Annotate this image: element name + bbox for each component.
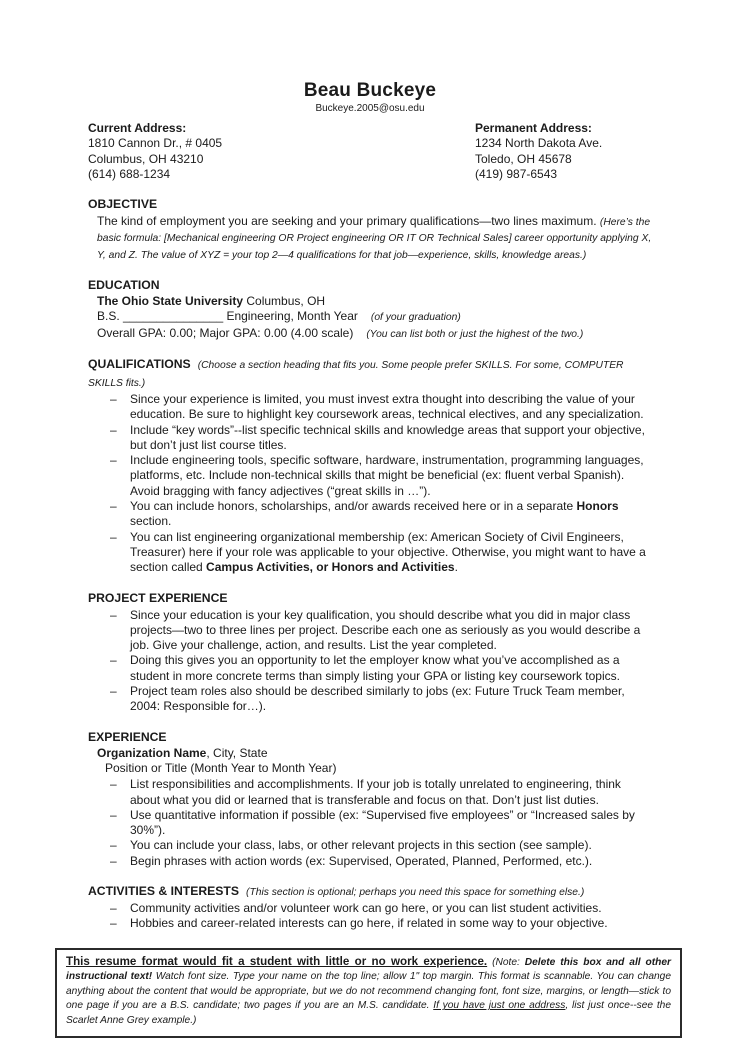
section-project-experience bbox=[88, 589, 652, 715]
address-line: 1234 North Dakota Ave. bbox=[475, 136, 603, 151]
experience-bullet-list bbox=[88, 777, 652, 869]
activities-heading: ACTIVITIES & INTERESTS bbox=[88, 883, 240, 898]
bullet-dash: – bbox=[110, 499, 117, 514]
education-gpa bbox=[97, 326, 652, 342]
bullet-item bbox=[88, 916, 652, 931]
bullet-text: You can include your class, labs, or other relevant projects in this section (see sample). bbox=[130, 838, 592, 853]
activities-bullet-list bbox=[88, 901, 652, 932]
bullet-item bbox=[88, 777, 652, 808]
candidate-name: Beau Buckeye bbox=[303, 80, 437, 101]
bullet-item bbox=[88, 684, 652, 715]
bullet-dash: – bbox=[110, 653, 117, 668]
bullet-text: Project team roles also should be described similarly to jobs (ex: Future Truck Team member, 2004: Responsible for…). bbox=[130, 684, 625, 714]
section-activities bbox=[88, 882, 652, 932]
objective-main-text: The kind of employment you are seeking and your primary qualifications—two lines maximum. bbox=[97, 214, 600, 229]
experience-heading: EXPERIENCE bbox=[88, 729, 167, 744]
bullet-dash: – bbox=[110, 529, 117, 544]
bullet-text: Since your experience is limited, you must invest extra thought into describing the value of your education. Be sure to highlight key coursework areas, technical electives, and any specialization. bbox=[130, 391, 644, 422]
candidate-email: Buckeye.2005@osu.edu bbox=[315, 103, 425, 114]
education-gpa-note: (You can list both or just the highest of the two.) bbox=[366, 328, 584, 340]
experience-organization-name: Organization Name bbox=[97, 745, 207, 760]
education-school-name: The Ohio State University bbox=[97, 294, 244, 309]
experience-position: Position or Title (Month Year to Month Year) bbox=[105, 760, 337, 775]
education-degree-text: B.S. _______________ Engineering, Month Year bbox=[97, 309, 358, 324]
instruction-note-end: , list just once--see the Scarlet Anne Grey example.) bbox=[66, 1000, 672, 1026]
bullet-text: You can list engineering organizational membership (ex: American Society of Civil Engineers, Treasurer) here if your role was applicable to your objective. Otherwise, you might want to have a section called Campus Activities, or Honors and Activities. bbox=[130, 529, 646, 575]
bullet-dash: – bbox=[110, 838, 117, 853]
qualifications-heading: QUALIFICATIONS bbox=[88, 356, 191, 371]
bullet-item bbox=[88, 530, 652, 576]
resume-header bbox=[88, 80, 652, 182]
activities-heading-row bbox=[88, 882, 652, 900]
qualifications-heading-row bbox=[88, 355, 652, 391]
objective-note: (Here’s the basic formula: [Mechanical engineering OR Project engineering OR IT OR Technical Sales] career opportunity applying X, Y, and Z. The value of XYZ = your top 2—4 qualifications for that job—experience, skills, knowledge areas.) bbox=[97, 217, 652, 261]
instruction-box-text bbox=[66, 955, 671, 1029]
bullet-item bbox=[88, 453, 652, 499]
bullet-text: Include engineering tools, specific software, hardware, instrumentation, programming languages, platforms, etc. Include non-technical skills that might be beneficial (ex: fluent verbal Spanish). Avoid bragging with fancy adjectives (“great skills in …”). bbox=[130, 453, 644, 498]
bullet-dash: – bbox=[110, 777, 117, 792]
bullet-item bbox=[88, 854, 652, 869]
education-degree bbox=[97, 309, 652, 325]
permanent-address-label: Permanent Address: bbox=[475, 121, 592, 135]
experience-organization bbox=[97, 746, 652, 761]
bullet-text: Doing this gives you an opportunity to let the employer know what you’ve accomplished as a student in more concrete terms than simply listing your GPA or listing key coursework topics. bbox=[130, 653, 620, 683]
bullet-item bbox=[88, 608, 652, 654]
bullet-text: You can include honors, scholarships, and/or awards received here or in a separate Honors section. bbox=[130, 499, 619, 529]
education-school bbox=[97, 294, 652, 309]
bullet-item bbox=[88, 901, 652, 916]
bullet-item bbox=[88, 808, 652, 839]
qualifications-bullet-list bbox=[88, 392, 652, 576]
address-line: (614) 688-1234 bbox=[88, 166, 171, 181]
bullet-dash: – bbox=[110, 900, 117, 915]
address-block bbox=[88, 121, 652, 182]
section-experience bbox=[88, 728, 652, 869]
bullet-dash: – bbox=[110, 453, 117, 468]
bullet-dash: – bbox=[110, 916, 117, 931]
project-experience-heading: PROJECT EXPERIENCE bbox=[88, 590, 228, 605]
education-heading: EDUCATION bbox=[88, 278, 160, 293]
bullet-text: List responsibilities and accomplishments. If your job is totally unrelated to engineering, think about what you did or learned that is transferable and focus on that. Don’t just list duties. bbox=[130, 777, 621, 807]
education-gpa-text: Overall GPA: 0.00; Major GPA: 0.00 (4.00 scale) bbox=[97, 325, 354, 340]
bullet-text: Include “key words”--list specific technical skills and knowledge areas that support your objective, but don’t just list course titles. bbox=[130, 422, 645, 452]
current-address bbox=[88, 121, 475, 182]
section-education bbox=[88, 276, 652, 342]
section-qualifications bbox=[88, 355, 652, 576]
bullet-item bbox=[88, 392, 652, 423]
bullet-dash: – bbox=[110, 607, 117, 622]
instruction-box-title: This resume format would fit a student with little or no work experience. bbox=[66, 954, 488, 968]
project-experience-bullet-list bbox=[88, 608, 652, 715]
education-school-city: Columbus, OH bbox=[243, 294, 326, 309]
objective-text bbox=[97, 214, 652, 263]
permanent-address bbox=[475, 121, 602, 182]
activities-note: (This section is optional; perhaps you need this space for something else.) bbox=[246, 886, 585, 898]
address-line: Columbus, OH 43210 bbox=[88, 151, 204, 166]
instruction-note-underlined: If you have just one address bbox=[433, 1000, 566, 1012]
bullet-text: Use quantitative information if possible (ex: “Supervised five employees” or “Increased sales by 30%”). bbox=[130, 807, 635, 838]
current-address-label: Current Address: bbox=[88, 121, 187, 135]
address-line: Toledo, OH 45678 bbox=[475, 151, 572, 166]
bullet-dash: – bbox=[110, 853, 117, 868]
instruction-box bbox=[55, 948, 682, 1038]
address-line: 1810 Cannon Dr., # 0405 bbox=[88, 136, 223, 151]
instruction-note-prefix: (Note: bbox=[487, 956, 525, 968]
address-line: (419) 987-6543 bbox=[475, 166, 558, 181]
bullet-text: Begin phrases with action words (ex: Supervised, Operated, Planned, Performed, etc.). bbox=[130, 853, 593, 868]
instruction-note-bold: Delete this box and all other instructional text! bbox=[66, 956, 671, 983]
bullet-text: Hobbies and career-related interests can go here, if related in some way to your objective. bbox=[130, 916, 608, 931]
bullet-item bbox=[88, 838, 652, 853]
bullet-dash: – bbox=[110, 807, 117, 822]
bullet-dash: – bbox=[110, 422, 117, 437]
bullet-item bbox=[88, 499, 652, 530]
qualifications-note: (Choose a section heading that fits you. Some people prefer SKILLS. For some, COMPUTER SKILLS fits.) bbox=[88, 359, 624, 389]
bullet-dash: – bbox=[110, 391, 117, 406]
bullet-dash: – bbox=[110, 684, 117, 699]
instruction-note-body: Watch font size. Type your name on the top line; allow 1" top margin. This format is scannable. You can change anything about the content that would be appropriate, but we do not recommend changing font, font size, margins, or length—stick to one page if you are a B.S. candidate; two pages if you are an M.S. candidate. bbox=[66, 971, 671, 1012]
bullet-text: Community activities and/or volunteer work can go here, or you can list student activities. bbox=[130, 900, 602, 915]
bullet-text: Since your education is your key qualification, you should describe what you did in major class projects—two to three lines per project. Describe each one as seriously as you would describe a job. Give your challenge, action, and results. List the year completed. bbox=[130, 607, 641, 653]
objective-heading: OBJECTIVE bbox=[88, 197, 158, 212]
experience-organization-location: , City, State bbox=[206, 745, 268, 760]
bullet-item bbox=[88, 653, 652, 684]
bullet-item bbox=[88, 423, 652, 454]
education-degree-note: (of your graduation) bbox=[370, 312, 461, 324]
section-objective bbox=[88, 195, 652, 263]
